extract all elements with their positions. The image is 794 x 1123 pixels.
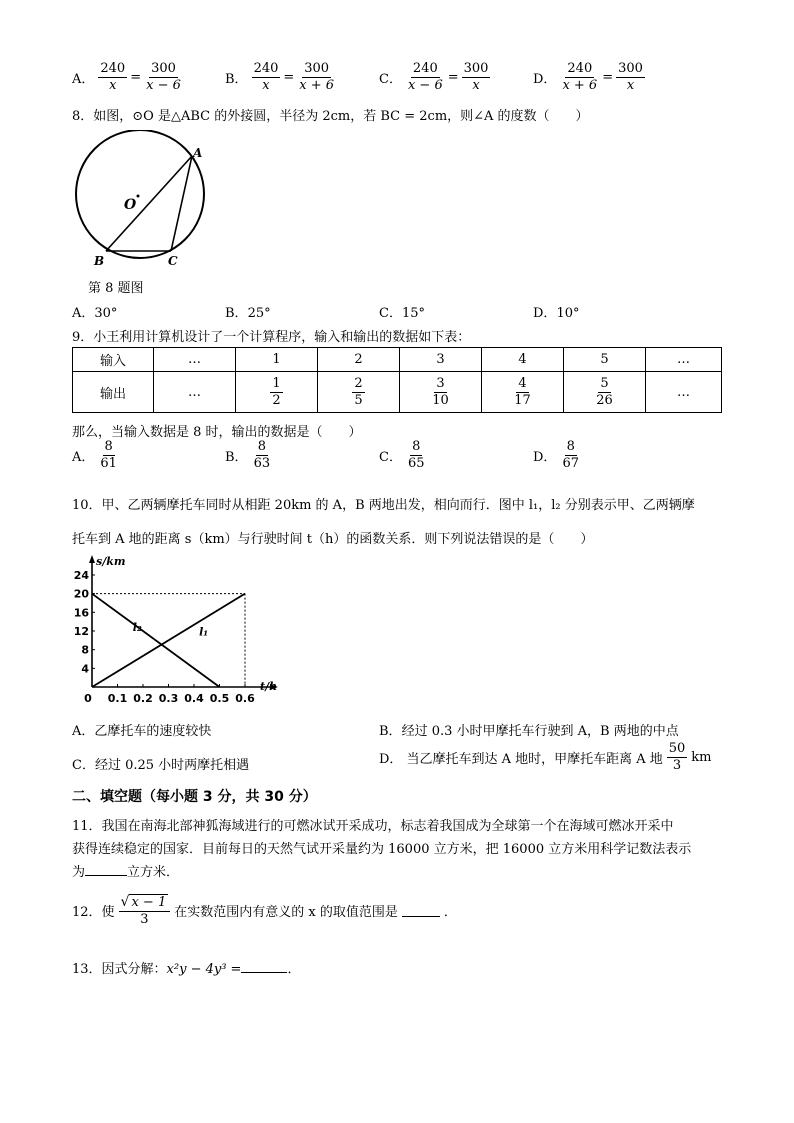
x-tick-label: 0 — [84, 692, 92, 705]
segment-ab — [106, 156, 192, 251]
q9-stem: 9．小王利用计算机设计了一个计算程序，输入和输出的数据如下表： — [72, 330, 471, 345]
label-b: B — [94, 254, 105, 268]
center-point — [137, 195, 140, 198]
q7-option-b[interactable]: B． $\frac{240}{x}$ = $\frac{300}{x + 6}$ — [225, 61, 335, 93]
q10-option-a[interactable]: A．乙摩托车的速度较快 — [72, 724, 212, 739]
q8-text: 如图，⊙O 是△ABC 的外接圆，半径为 2cm，若 BC = 2cm，则∠A 的度数（ ） — [93, 109, 589, 124]
y-tick-label: 12 — [73, 625, 89, 638]
q7-option-d[interactable]: D． $\frac{240}{x + 6}$ = $\frac{300}{x}$ — [533, 61, 643, 93]
q12-stem: 12．使 $\frac{√ x - 1}{3}$ 在实数范围内有意义的 x 的取值范围是 ． — [72, 894, 457, 927]
y-axis-arrow — [89, 555, 95, 563]
series-label-2: l₂ — [132, 621, 142, 634]
section-title-fill-in: 二、填空题（每小题 3 分，共 30 分） — [72, 789, 317, 805]
series-line-1 — [92, 594, 245, 687]
x-tick-label: 0.2 — [133, 692, 153, 705]
series-label-1: l₁ — [199, 625, 209, 639]
q7-option-a-label: A． — [72, 71, 95, 87]
q13-expression: x²y − 4y³ = — [166, 962, 242, 977]
q8-option-c[interactable]: C．15° — [379, 306, 425, 321]
label-a: A — [193, 146, 203, 160]
table-header-input: 输入 — [73, 348, 154, 372]
q11-line3: 为 立方米． — [72, 865, 180, 880]
q10-stem-line1: 10．甲、乙两辆摩托车同时从相距 20km 的 A，B 两地出发，相向而行．图中 l₁，l₂ 分别表示甲、乙两辆摩 — [72, 498, 695, 513]
q11-line1: 11．我国在南海北部神狐海域进行的可燃冰试开采成功，标志着我国成为全球第一个在海域可燃冰开采中 — [72, 819, 674, 834]
x-axis-label: t/h — [260, 680, 278, 693]
y-tick-label: 4 — [81, 662, 89, 676]
q8-options — [72, 302, 772, 322]
q7-option-b-label: B． — [225, 71, 248, 87]
q10-option-c[interactable]: C．经过 0.25 小时两摩托相遇 — [72, 758, 250, 773]
circumcircle — [76, 130, 204, 258]
table-row-input: 输入 … 1 2 3 4 5 … — [73, 348, 722, 372]
x-tick-label: 0.3 — [158, 692, 179, 705]
q8-stem — [72, 105, 589, 124]
y-axis-label: s/km — [96, 555, 126, 568]
y-tick-label: 16 — [73, 606, 89, 620]
q11-line2: 获得连续稳定的国家．目前每日的天然气试开采量约为 16000 立方米，把 16000 立方米用科学记数法表示 — [72, 842, 692, 857]
series-line-2 — [92, 594, 220, 687]
label-o: O — [124, 197, 137, 213]
q8-number: 8． — [72, 109, 94, 124]
q10-distance-time-chart — [68, 555, 288, 715]
q10-option-b[interactable]: B．经过 0.3 小时甲摩托车行驶到 A，B 两地的中点 — [379, 724, 679, 739]
x-tick-label: 0.4 — [184, 692, 204, 705]
q9-option-c[interactable]: C． $\frac{8}{65}$ — [379, 439, 425, 471]
q12-answer-blank[interactable] — [402, 904, 440, 917]
y-tick-label: 8 — [81, 643, 89, 657]
q9-option-b[interactable]: B． $\frac{8}{63}$ — [225, 439, 271, 471]
q10-option-d[interactable]: D． 当乙摩托车到达 A 地时，甲摩托车距离 A 地 $\frac{50}{3}$ km — [379, 741, 712, 773]
q13-answer-blank[interactable] — [241, 960, 287, 973]
q9-io-table — [72, 347, 722, 413]
q9-option-d[interactable]: D． $\frac{8}{67}$ — [533, 439, 579, 471]
x-tick-label: 0.6 — [235, 692, 255, 705]
q8-circle-figure — [68, 130, 218, 270]
label-c: C — [168, 254, 178, 268]
q13-stem: 13．因式分解：x²y − 4y³ = ． — [72, 962, 301, 977]
q7-option-c[interactable]: C． $\frac{240}{x - 6}$ = $\frac{300}{x}$ — [379, 61, 489, 93]
q9-option-a[interactable]: A． $\frac{8}{61}$ — [72, 439, 117, 471]
q7-option-c-label: C． — [379, 71, 402, 87]
q9-options — [72, 440, 772, 484]
y-tick-label: 24 — [73, 569, 89, 582]
q8-option-a[interactable]: A．30° — [72, 306, 118, 321]
q7-option-a[interactable]: A． $\frac{240}{x}$ = $\frac{300}{x - 6}$ — [72, 61, 181, 93]
q10-stem-line2: 托车到 A 地的距离 s（km）与行驶时间 t（h）的函数关系．则下列说法错误的是（ ） — [72, 532, 594, 547]
q9-followup: 那么，当输入数据是 8 时，输出的数据是（ ） — [72, 425, 362, 440]
q8-option-b[interactable]: B．25° — [225, 306, 271, 321]
table-header-output: 输出 — [73, 372, 154, 413]
q7-options — [72, 62, 772, 102]
table-row-output: 输出 … $\frac{1}{2}$ $\frac{2}{5}$ $\frac{3}{10}$ $\frac{4}{17}$ $\frac{5}{26}$ … — [73, 372, 722, 413]
x-tick-label: 0.1 — [107, 692, 128, 705]
q8-option-d[interactable]: D．10° — [533, 306, 580, 321]
q8-figure-caption: 第 8 题图 — [88, 281, 144, 296]
q11-answer-blank[interactable] — [85, 863, 127, 876]
q7-option-d-label: D． — [533, 71, 557, 87]
q10-options — [72, 720, 772, 780]
x-tick-label: 0.5 — [209, 692, 230, 705]
y-tick-label: 20 — [73, 587, 89, 601]
